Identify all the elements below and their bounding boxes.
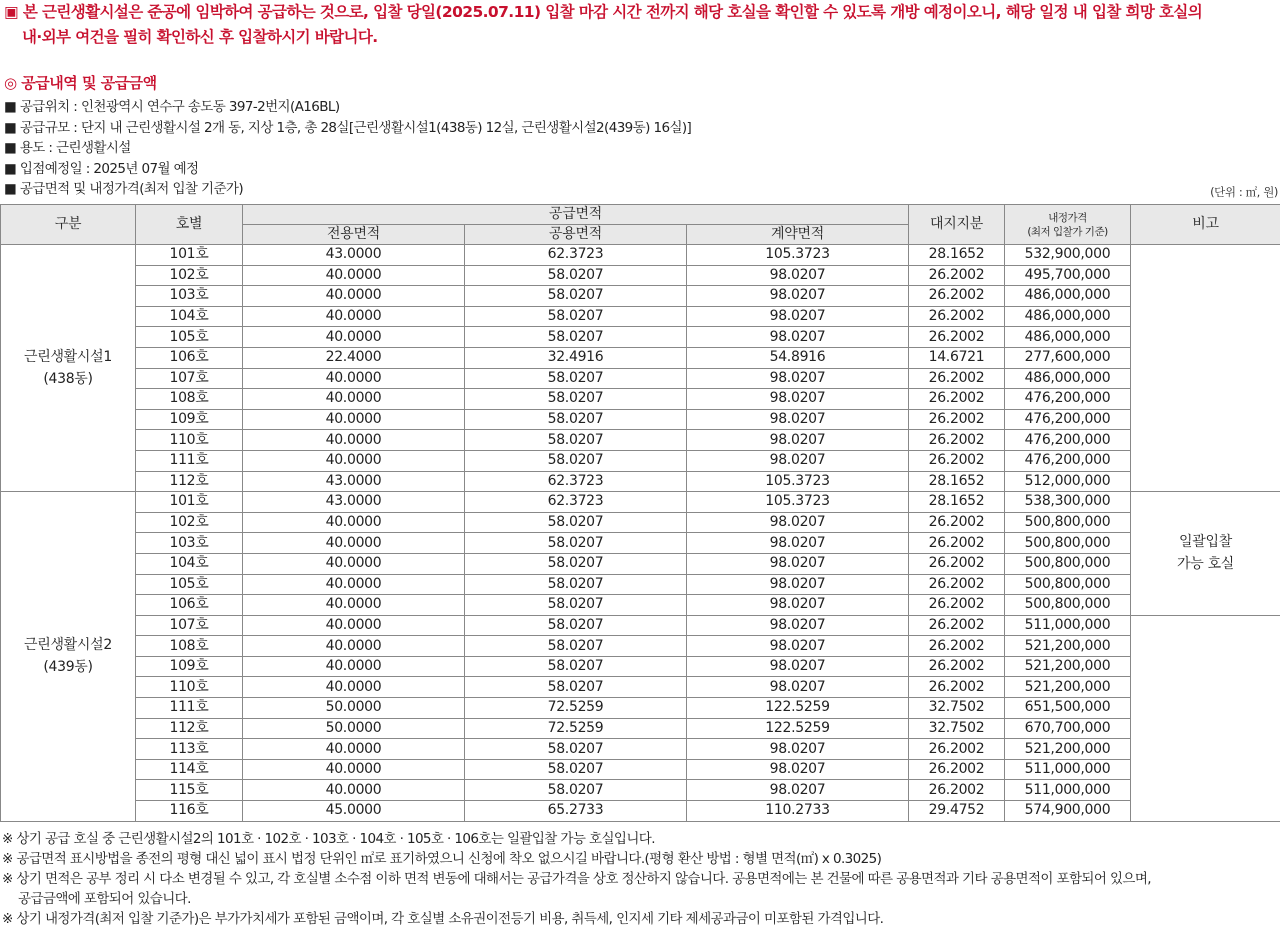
cell-price: 486,000,000 bbox=[1005, 286, 1131, 307]
bullet-area-price: ■ 공급면적 및 내정가격(최저 입찰 기준가) bbox=[4, 181, 244, 197]
cell-unit-no: 112호 bbox=[136, 718, 243, 739]
cell-unit-no: 113호 bbox=[136, 739, 243, 760]
cell-common: 62.3723 bbox=[465, 492, 687, 513]
cell-price: 476,200,000 bbox=[1005, 450, 1131, 471]
cell-price: 486,000,000 bbox=[1005, 327, 1131, 348]
table-row bbox=[1, 636, 1280, 657]
table-row bbox=[1, 801, 1280, 822]
cell-unit-no: 106호 bbox=[136, 347, 243, 368]
cell-common: 58.0207 bbox=[465, 615, 687, 636]
cell-common: 58.0207 bbox=[465, 533, 687, 554]
cell-exclusive: 40.0000 bbox=[243, 636, 465, 657]
cell-common: 58.0207 bbox=[465, 389, 687, 410]
cell-price: 538,300,000 bbox=[1005, 492, 1131, 513]
cell-price: 511,000,000 bbox=[1005, 759, 1131, 780]
cell-common: 58.0207 bbox=[465, 265, 687, 286]
cell-land: 26.2002 bbox=[909, 430, 1005, 451]
cell-exclusive: 50.0000 bbox=[243, 698, 465, 719]
header-reserve-price-line2: (최저 입찰가 기준) bbox=[1027, 225, 1108, 238]
cell-land: 14.6721 bbox=[909, 347, 1005, 368]
cell-land: 26.2002 bbox=[909, 533, 1005, 554]
cell-exclusive: 40.0000 bbox=[243, 553, 465, 574]
table-row bbox=[1, 615, 1280, 636]
cell-exclusive: 40.0000 bbox=[243, 574, 465, 595]
cell-unit-no: 102호 bbox=[136, 265, 243, 286]
cell-unit-no: 107호 bbox=[136, 615, 243, 636]
cell-contract: 122.5259 bbox=[687, 718, 909, 739]
cell-contract: 98.0207 bbox=[687, 656, 909, 677]
cell-contract: 105.3723 bbox=[687, 471, 909, 492]
table-row bbox=[1, 677, 1280, 698]
remark-line2: 가능 호실 bbox=[1176, 556, 1235, 573]
group-2-name-line1: 근린생활시설2 bbox=[24, 637, 112, 654]
cell-common: 65.2733 bbox=[465, 801, 687, 822]
cell-land: 26.2002 bbox=[909, 574, 1005, 595]
cell-contract: 54.8916 bbox=[687, 347, 909, 368]
cell-contract: 98.0207 bbox=[687, 265, 909, 286]
group-2-remark bbox=[1131, 492, 1280, 616]
cell-exclusive: 40.0000 bbox=[243, 739, 465, 760]
cell-unit-no: 115호 bbox=[136, 780, 243, 801]
cell-land: 28.1652 bbox=[909, 492, 1005, 513]
cell-price: 651,500,000 bbox=[1005, 698, 1131, 719]
bullet-scale: ■ 공급규모 : 단지 내 근린생활시설 2개 동, 지상 1층, 총 28실[근린생활시설1(438동) 12실, 근린생활시설2(439동) 16실)] bbox=[4, 119, 692, 136]
group-2-remark-empty bbox=[1131, 615, 1280, 821]
group-1-name bbox=[1, 245, 136, 492]
cell-exclusive: 43.0000 bbox=[243, 471, 465, 492]
cell-price: 500,800,000 bbox=[1005, 553, 1131, 574]
notice-line-2: 내·외부 여건을 필히 확인하신 후 입찰하시기 바랍니다. bbox=[22, 28, 378, 46]
cell-price: 511,000,000 bbox=[1005, 615, 1131, 636]
cell-common: 58.0207 bbox=[465, 595, 687, 616]
cell-exclusive: 45.0000 bbox=[243, 801, 465, 822]
cell-contract: 98.0207 bbox=[687, 368, 909, 389]
table-row bbox=[1, 492, 1280, 513]
cell-unit-no: 107호 bbox=[136, 368, 243, 389]
cell-unit-no: 101호 bbox=[136, 245, 243, 266]
cell-land: 26.2002 bbox=[909, 450, 1005, 471]
cell-exclusive: 40.0000 bbox=[243, 450, 465, 471]
footnote-3-continued: 공급금액에 포함되어 있습니다. bbox=[18, 891, 191, 907]
table-row bbox=[1, 450, 1280, 471]
notice-line-1: ▣ 본 근린생활시설은 준공에 임박하여 공급하는 것으로, 입찰 당일(2025.07.11) 입찰 마감 시간 전까지 해당 호실을 확인할 수 있도록 개방 예정이오니, 해당 일정 내 입찰 희망 호실의 bbox=[4, 3, 1203, 21]
footnote-2: ※ 공급면적 표시방법을 종전의 평형 대신 넓이 표시 법정 단위인 ㎡로 표기하였으니 신청에 착오 없으시길 바랍니다.(평형 환산 방법 : 형별 면적(㎡) x 0.3025) bbox=[2, 851, 882, 867]
supply-table bbox=[0, 204, 1280, 822]
cell-common: 58.0207 bbox=[465, 409, 687, 430]
cell-price: 500,800,000 bbox=[1005, 533, 1131, 554]
table-row bbox=[1, 286, 1280, 307]
cell-common: 58.0207 bbox=[465, 574, 687, 595]
cell-exclusive: 43.0000 bbox=[243, 245, 465, 266]
cell-land: 26.2002 bbox=[909, 368, 1005, 389]
cell-unit-no: 114호 bbox=[136, 759, 243, 780]
remark-line1: 일괄입찰 bbox=[1179, 534, 1232, 551]
cell-price: 476,200,000 bbox=[1005, 409, 1131, 430]
cell-exclusive: 40.0000 bbox=[243, 430, 465, 451]
cell-land: 26.2002 bbox=[909, 677, 1005, 698]
cell-contract: 98.0207 bbox=[687, 512, 909, 533]
table-row bbox=[1, 471, 1280, 492]
table-row bbox=[1, 656, 1280, 677]
table-row bbox=[1, 368, 1280, 389]
cell-unit-no: 108호 bbox=[136, 389, 243, 410]
cell-land: 29.4752 bbox=[909, 801, 1005, 822]
table-row bbox=[1, 347, 1280, 368]
cell-price: 500,800,000 bbox=[1005, 574, 1131, 595]
table-row bbox=[1, 409, 1280, 430]
group-1-remark bbox=[1131, 245, 1280, 492]
cell-common: 58.0207 bbox=[465, 327, 687, 348]
cell-exclusive: 40.0000 bbox=[243, 409, 465, 430]
table-row bbox=[1, 533, 1280, 554]
table-row bbox=[1, 430, 1280, 451]
group-2-name bbox=[1, 492, 136, 822]
cell-common: 58.0207 bbox=[465, 512, 687, 533]
table-row bbox=[1, 759, 1280, 780]
cell-land: 32.7502 bbox=[909, 698, 1005, 719]
cell-common: 58.0207 bbox=[465, 368, 687, 389]
table-row bbox=[1, 512, 1280, 533]
cell-contract: 98.0207 bbox=[687, 759, 909, 780]
header-remark: 비고 bbox=[1131, 205, 1280, 245]
cell-common: 58.0207 bbox=[465, 553, 687, 574]
cell-land: 26.2002 bbox=[909, 389, 1005, 410]
cell-common: 72.5259 bbox=[465, 698, 687, 719]
cell-land: 26.2002 bbox=[909, 306, 1005, 327]
cell-contract: 98.0207 bbox=[687, 450, 909, 471]
cell-unit-no: 109호 bbox=[136, 656, 243, 677]
cell-price: 521,200,000 bbox=[1005, 739, 1131, 760]
cell-price: 574,900,000 bbox=[1005, 801, 1131, 822]
cell-common: 58.0207 bbox=[465, 636, 687, 657]
cell-land: 26.2002 bbox=[909, 739, 1005, 760]
cell-exclusive: 40.0000 bbox=[243, 368, 465, 389]
header-unit-no: 호별 bbox=[136, 205, 243, 245]
cell-common: 62.3723 bbox=[465, 245, 687, 266]
cell-unit-no: 105호 bbox=[136, 327, 243, 348]
cell-exclusive: 40.0000 bbox=[243, 533, 465, 554]
cell-unit-no: 101호 bbox=[136, 492, 243, 513]
cell-unit-no: 116호 bbox=[136, 801, 243, 822]
cell-contract: 98.0207 bbox=[687, 739, 909, 760]
cell-exclusive: 43.0000 bbox=[243, 492, 465, 513]
cell-common: 58.0207 bbox=[465, 677, 687, 698]
cell-common: 58.0207 bbox=[465, 656, 687, 677]
cell-price: 486,000,000 bbox=[1005, 368, 1131, 389]
cell-land: 26.2002 bbox=[909, 409, 1005, 430]
cell-unit-no: 108호 bbox=[136, 636, 243, 657]
cell-unit-no: 110호 bbox=[136, 677, 243, 698]
cell-exclusive: 40.0000 bbox=[243, 780, 465, 801]
table-row bbox=[1, 389, 1280, 410]
cell-contract: 105.3723 bbox=[687, 492, 909, 513]
header-exclusive-area: 전용면적 bbox=[243, 225, 465, 245]
cell-exclusive: 40.0000 bbox=[243, 759, 465, 780]
cell-price: 512,000,000 bbox=[1005, 471, 1131, 492]
cell-common: 58.0207 bbox=[465, 759, 687, 780]
table-row bbox=[1, 306, 1280, 327]
cell-exclusive: 40.0000 bbox=[243, 327, 465, 348]
cell-price: 521,200,000 bbox=[1005, 677, 1131, 698]
cell-land: 26.2002 bbox=[909, 759, 1005, 780]
cell-unit-no: 111호 bbox=[136, 698, 243, 719]
group-1-name-line1: 근린생활시설1 bbox=[24, 349, 112, 366]
bullet-usage: ■ 용도 : 근린생활시설 bbox=[4, 140, 131, 156]
cell-common: 58.0207 bbox=[465, 306, 687, 327]
cell-price: 521,200,000 bbox=[1005, 636, 1131, 657]
cell-exclusive: 50.0000 bbox=[243, 718, 465, 739]
cell-price: 495,700,000 bbox=[1005, 265, 1131, 286]
table-row bbox=[1, 574, 1280, 595]
cell-exclusive: 40.0000 bbox=[243, 286, 465, 307]
notice-banner bbox=[4, 0, 1276, 50]
cell-exclusive: 40.0000 bbox=[243, 306, 465, 327]
group-2-name-line2: (439동) bbox=[43, 659, 93, 676]
cell-unit-no: 102호 bbox=[136, 512, 243, 533]
table-body bbox=[1, 245, 1280, 822]
header-land-share: 대지지분 bbox=[909, 205, 1005, 245]
header-common-area: 공용면적 bbox=[465, 225, 687, 245]
cell-common: 72.5259 bbox=[465, 718, 687, 739]
cell-unit-no: 103호 bbox=[136, 533, 243, 554]
cell-exclusive: 40.0000 bbox=[243, 677, 465, 698]
cell-common: 58.0207 bbox=[465, 286, 687, 307]
cell-price: 500,800,000 bbox=[1005, 512, 1131, 533]
cell-contract: 110.2733 bbox=[687, 801, 909, 822]
cell-contract: 122.5259 bbox=[687, 698, 909, 719]
cell-common: 32.4916 bbox=[465, 347, 687, 368]
cell-exclusive: 40.0000 bbox=[243, 595, 465, 616]
cell-unit-no: 110호 bbox=[136, 430, 243, 451]
cell-contract: 98.0207 bbox=[687, 533, 909, 554]
cell-contract: 98.0207 bbox=[687, 574, 909, 595]
cell-price: 532,900,000 bbox=[1005, 245, 1131, 266]
cell-unit-no: 104호 bbox=[136, 553, 243, 574]
table-row bbox=[1, 780, 1280, 801]
table-row bbox=[1, 739, 1280, 760]
footnote-3: ※ 상기 면적은 공부 정리 시 다소 변경될 수 있고, 각 호실별 소수점 이하 면적 변동에 대해서는 공급가격을 상호 정산하지 않습니다. 공용면적에는 본 건물에 따른 공용면적과 기타 공용면적이 포함되어 있으며, bbox=[2, 871, 1151, 887]
header-reserve-price-line1: 내정가격 bbox=[1048, 211, 1087, 224]
header-supply-area: 공급면적 bbox=[243, 205, 909, 225]
footnotes bbox=[2, 829, 1151, 929]
cell-contract: 98.0207 bbox=[687, 615, 909, 636]
cell-contract: 105.3723 bbox=[687, 245, 909, 266]
table-row bbox=[1, 553, 1280, 574]
bullet-location: ■ 공급위치 : 인천광역시 연수구 송도동 397-2번지(A16BL) bbox=[4, 99, 340, 115]
group-1-name-line2: (438동) bbox=[43, 371, 93, 388]
cell-contract: 98.0207 bbox=[687, 327, 909, 348]
unit-label: (단위 : ㎡, 원) bbox=[1210, 185, 1278, 199]
cell-common: 58.0207 bbox=[465, 430, 687, 451]
cell-contract: 98.0207 bbox=[687, 286, 909, 307]
footnote-4: ※ 상기 내정가격(최저 입찰 기준가)은 부가가치세가 포함된 금액이며, 각 호실별 소유권이전등기 비용, 취득세, 인지세 기타 제세공과금이 미포함된 가격입니다. bbox=[2, 911, 884, 927]
cell-price: 476,200,000 bbox=[1005, 389, 1131, 410]
header-category: 구분 bbox=[1, 205, 136, 245]
cell-price: 521,200,000 bbox=[1005, 656, 1131, 677]
cell-contract: 98.0207 bbox=[687, 595, 909, 616]
cell-unit-no: 106호 bbox=[136, 595, 243, 616]
cell-land: 26.2002 bbox=[909, 615, 1005, 636]
table-row bbox=[1, 265, 1280, 286]
cell-price: 670,700,000 bbox=[1005, 718, 1131, 739]
cell-contract: 98.0207 bbox=[687, 409, 909, 430]
cell-contract: 98.0207 bbox=[687, 389, 909, 410]
cell-contract: 98.0207 bbox=[687, 306, 909, 327]
table-row bbox=[1, 245, 1280, 266]
cell-land: 26.2002 bbox=[909, 327, 1005, 348]
cell-exclusive: 40.0000 bbox=[243, 615, 465, 636]
cell-exclusive: 40.0000 bbox=[243, 389, 465, 410]
cell-contract: 98.0207 bbox=[687, 553, 909, 574]
header-reserve-price bbox=[1005, 205, 1131, 245]
table-row bbox=[1, 698, 1280, 719]
cell-common: 58.0207 bbox=[465, 739, 687, 760]
cell-unit-no: 112호 bbox=[136, 471, 243, 492]
cell-contract: 98.0207 bbox=[687, 677, 909, 698]
cell-land: 26.2002 bbox=[909, 656, 1005, 677]
cell-land: 28.1652 bbox=[909, 245, 1005, 266]
cell-land: 32.7502 bbox=[909, 718, 1005, 739]
cell-unit-no: 104호 bbox=[136, 306, 243, 327]
footnote-1: ※ 상기 공급 호실 중 근린생활시설2의 101호 · 102호 · 103호 · 104호 · 105호 · 106호는 일괄입찰 가능 호실입니다. bbox=[2, 831, 655, 847]
section-title: ◎ 공급내역 및 공급금액 bbox=[4, 74, 157, 92]
cell-contract: 98.0207 bbox=[687, 430, 909, 451]
cell-unit-no: 105호 bbox=[136, 574, 243, 595]
supply-summary-list bbox=[4, 97, 691, 200]
cell-price: 500,800,000 bbox=[1005, 595, 1131, 616]
bullet-move-in: ■ 입점예정일 : 2025년 07월 예정 bbox=[4, 160, 199, 177]
cell-unit-no: 111호 bbox=[136, 450, 243, 471]
cell-unit-no: 103호 bbox=[136, 286, 243, 307]
cell-exclusive: 40.0000 bbox=[243, 656, 465, 677]
cell-contract: 98.0207 bbox=[687, 780, 909, 801]
cell-land: 26.2002 bbox=[909, 265, 1005, 286]
cell-land: 26.2002 bbox=[909, 553, 1005, 574]
cell-price: 486,000,000 bbox=[1005, 306, 1131, 327]
cell-common: 58.0207 bbox=[465, 780, 687, 801]
table-row bbox=[1, 595, 1280, 616]
cell-price: 277,600,000 bbox=[1005, 347, 1131, 368]
cell-land: 26.2002 bbox=[909, 286, 1005, 307]
cell-price: 476,200,000 bbox=[1005, 430, 1131, 451]
cell-unit-no: 109호 bbox=[136, 409, 243, 430]
cell-common: 58.0207 bbox=[465, 450, 687, 471]
cell-common: 62.3723 bbox=[465, 471, 687, 492]
cell-exclusive: 40.0000 bbox=[243, 512, 465, 533]
table-row bbox=[1, 327, 1280, 348]
cell-exclusive: 40.0000 bbox=[243, 265, 465, 286]
cell-contract: 98.0207 bbox=[687, 636, 909, 657]
cell-land: 26.2002 bbox=[909, 512, 1005, 533]
table-row bbox=[1, 718, 1280, 739]
cell-land: 28.1652 bbox=[909, 471, 1005, 492]
cell-land: 26.2002 bbox=[909, 595, 1005, 616]
cell-exclusive: 22.4000 bbox=[243, 347, 465, 368]
cell-land: 26.2002 bbox=[909, 780, 1005, 801]
cell-land: 26.2002 bbox=[909, 636, 1005, 657]
cell-price: 511,000,000 bbox=[1005, 780, 1131, 801]
header-contract-area: 계약면적 bbox=[687, 225, 909, 245]
